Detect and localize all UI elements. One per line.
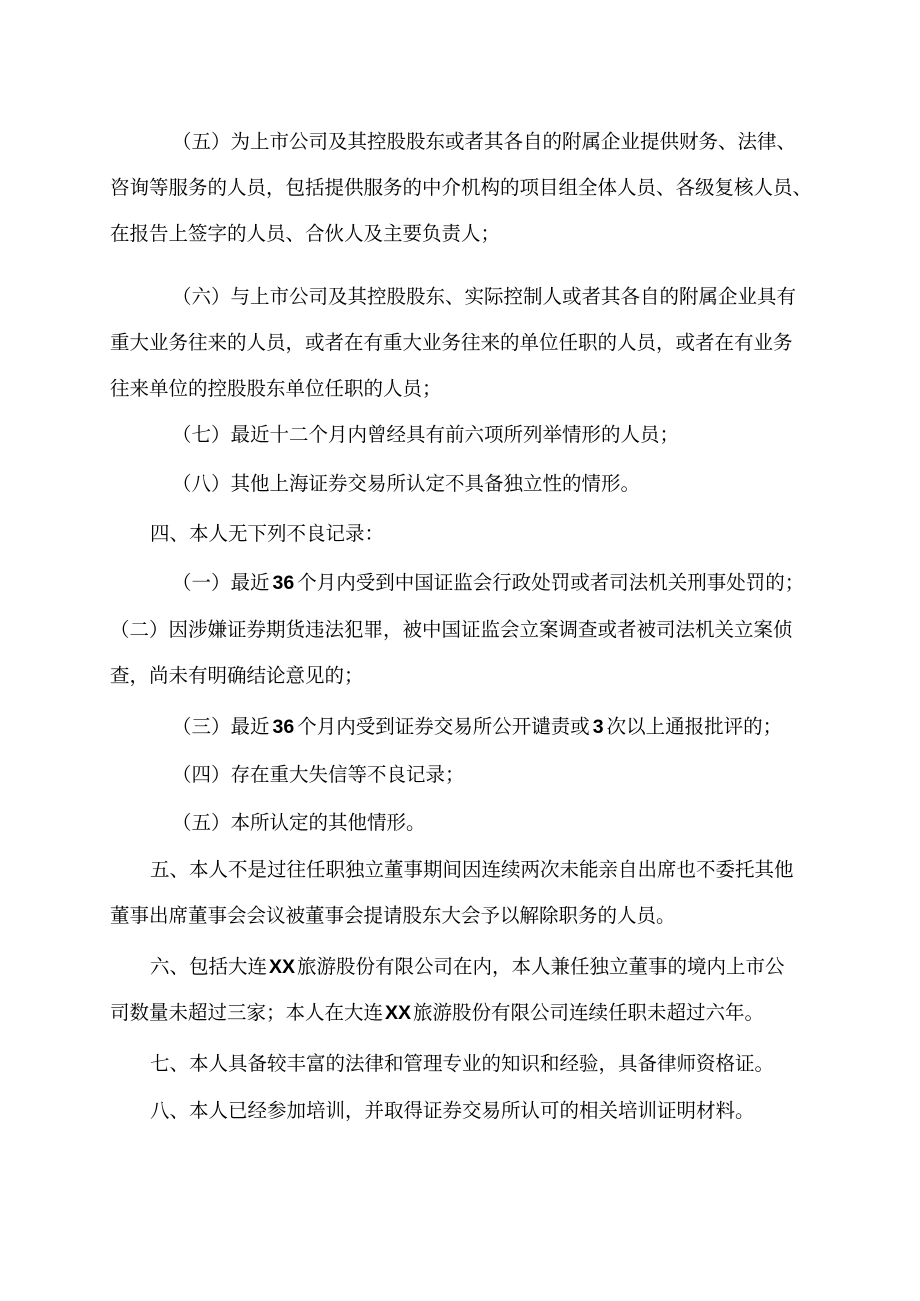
- record-5-paragraph: [172, 800, 832, 846]
- section-4-line: 四、本人无下列不良记录：: [150, 522, 385, 545]
- item-6-line-3: 往来单位的控股股东单位任职的人员；: [110, 377, 442, 400]
- section-6-line-2: [110, 990, 808, 1036]
- record-5-line: （五）本所认定的其他情形。: [172, 811, 426, 834]
- section-8-paragraph: [150, 1088, 810, 1134]
- record-4-paragraph: [172, 752, 832, 798]
- section-6-text-a: 六、包括大连: [150, 955, 268, 978]
- section-6-paragraph: [110, 944, 808, 1036]
- record-3-paragraph: [172, 704, 832, 750]
- record-1-text-b: 个月内受到中国证监会行政处罚或者司法机关刑事处罚的；: [297, 571, 805, 594]
- record-4-line: （四）存在重大失信等不良记录；: [172, 763, 465, 786]
- record-3-text-b: 个月内受到证券交易所公开谴责或: [297, 715, 590, 738]
- section-8-line: 八、本人已经参加培训，并取得证券交易所认可的相关培训证明材料。: [150, 1099, 755, 1122]
- item-6-line-1: （六）与上市公司及其控股股东、实际控制人或者其各自的附属企业具有: [172, 285, 797, 308]
- item-7-paragraph: [172, 412, 832, 458]
- item-5-line-2: 咨询等服务的人员，包括提供服务的中介机构的项目组全体人员、各级复核人员、: [110, 176, 813, 199]
- section-6-text-d: 旅游股份有限公司连续任职未超过六年。: [413, 1001, 765, 1024]
- record-2-line-2: 查，尚未有明确结论意见的；: [110, 664, 364, 687]
- section-6-xx-1: XX: [269, 956, 296, 978]
- record-3-number-1: 36: [272, 716, 295, 738]
- section-4-heading: [150, 511, 810, 557]
- section-7-paragraph: [150, 1041, 810, 1087]
- section-6-xx-2: XX: [385, 1002, 412, 1024]
- section-6-text-b: 旅游股份有限公司在内，本人兼任独立董事的境内上市公: [297, 955, 785, 978]
- section-5-line-2: 董事出席董事会会议被董事会提请股东大会予以解除职务的人员。: [110, 904, 676, 927]
- record-3-line: [172, 704, 832, 750]
- item-6-line-2: 重大业务往来的人员，或者在有重大业务往来的单位任职的人员，或者在有业务: [110, 331, 793, 354]
- record-1-paragraph: [172, 560, 832, 606]
- section-7-line: 七、本人具备较丰富的法律和管理专业的知识和经验，具备律师资格证。: [150, 1052, 775, 1075]
- item-5-line-1: （五）为上市公司及其控股股东或者其各自的附属企业提供财务、法律、: [172, 130, 797, 153]
- record-1-number: 36: [272, 572, 295, 594]
- item-5-paragraph: [110, 119, 813, 257]
- record-2-paragraph: [110, 607, 793, 699]
- record-3-number-2: 3: [592, 716, 604, 738]
- record-1-text-a: （一）最近: [172, 571, 270, 594]
- section-6-text-c: 司数量未超过三家；本人在大连: [110, 1001, 384, 1024]
- section-5-paragraph: [110, 847, 808, 939]
- item-5-line-3: 在报告上签字的人员、合伙人及主要负责人；: [110, 222, 501, 245]
- record-2-line-1: （二）因涉嫌证券期货违法犯罪，被中国证监会立案调查或者被司法机关立案侦: [110, 618, 793, 641]
- item-8-line: （八）其他上海证券交易所认定不具备独立性的情形。: [172, 472, 641, 495]
- section-6-line-1: [148, 944, 808, 990]
- item-8-paragraph: [172, 461, 832, 507]
- record-1-line: [172, 560, 832, 606]
- item-6-paragraph: [110, 274, 808, 412]
- item-7-line: （七）最近十二个月内曾经具有前六项所列举情形的人员；: [172, 423, 680, 446]
- record-3-text-a: （三）最近: [172, 715, 270, 738]
- section-5-line-1: 五、本人不是过往任职独立董事期间因连续两次未能亲自出席也不委托其他: [150, 858, 794, 881]
- record-3-text-c: 次以上通报批评的；: [606, 715, 783, 738]
